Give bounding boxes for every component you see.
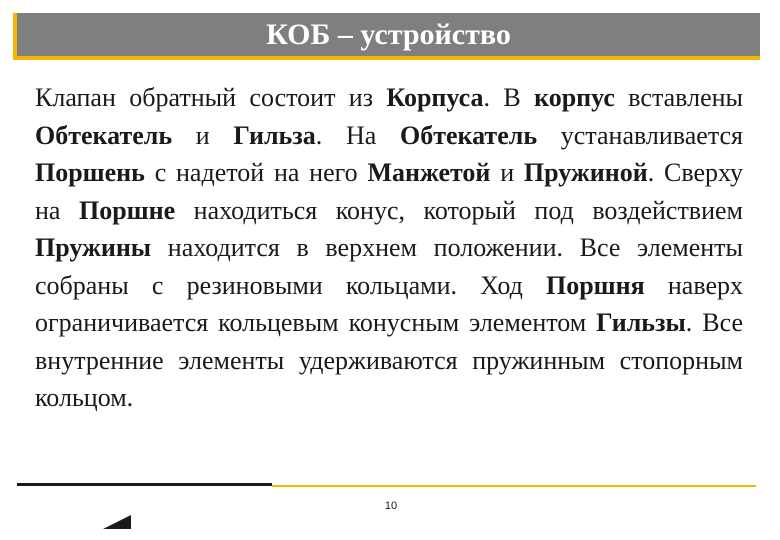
text-run: . Сверху на — [35, 158, 743, 225]
text-run: и — [490, 158, 524, 187]
text-run: наверх ограничивается кольцевым конусным элементом — [35, 270, 743, 337]
bold-term: Корпуса — [386, 83, 484, 112]
text-run: Клапан обратный состоит из — [35, 83, 387, 112]
corner-wedge-icon — [103, 515, 131, 529]
text-run: находиться конус, который под воздействием — [175, 195, 743, 225]
bold-term: Поршень — [35, 158, 145, 187]
text-run: и — [172, 120, 234, 150]
bold-term: корпус — [534, 83, 615, 112]
bold-term: Гильза — [233, 120, 316, 150]
text-run: . На — [315, 120, 400, 150]
bold-term: Поршня — [546, 270, 645, 300]
text-run: устанавливается — [537, 120, 744, 150]
text-run: вставлены — [614, 83, 744, 112]
slide-title: КОБ – устройство — [266, 18, 511, 51]
page-number: 10 — [384, 500, 398, 512]
bold-term: Обтекатель — [399, 120, 538, 150]
bold-term: Пружиной — [523, 158, 648, 187]
bold-term: Обтекатель — [35, 120, 173, 150]
title-bar — [17, 13, 760, 60]
bold-term: Манжетой — [367, 158, 491, 187]
footer-divider-dark — [17, 483, 272, 486]
bold-term: Поршне — [78, 195, 176, 225]
text-run: . В — [483, 83, 535, 112]
footer-divider-accent — [272, 485, 756, 487]
bold-term: Пружины — [35, 233, 152, 262]
text-run: . Все внутренние элементы удерживаются пружинным стопорным кольцом. — [35, 308, 743, 412]
text-run: с надетой на него — [144, 158, 368, 187]
bold-term: Гильзы — [596, 308, 686, 337]
text-run: находится в верхнем положении. Все элементы собраны с резиновыми кольцами. Ход — [35, 233, 743, 300]
body-paragraph — [35, 79, 743, 417]
